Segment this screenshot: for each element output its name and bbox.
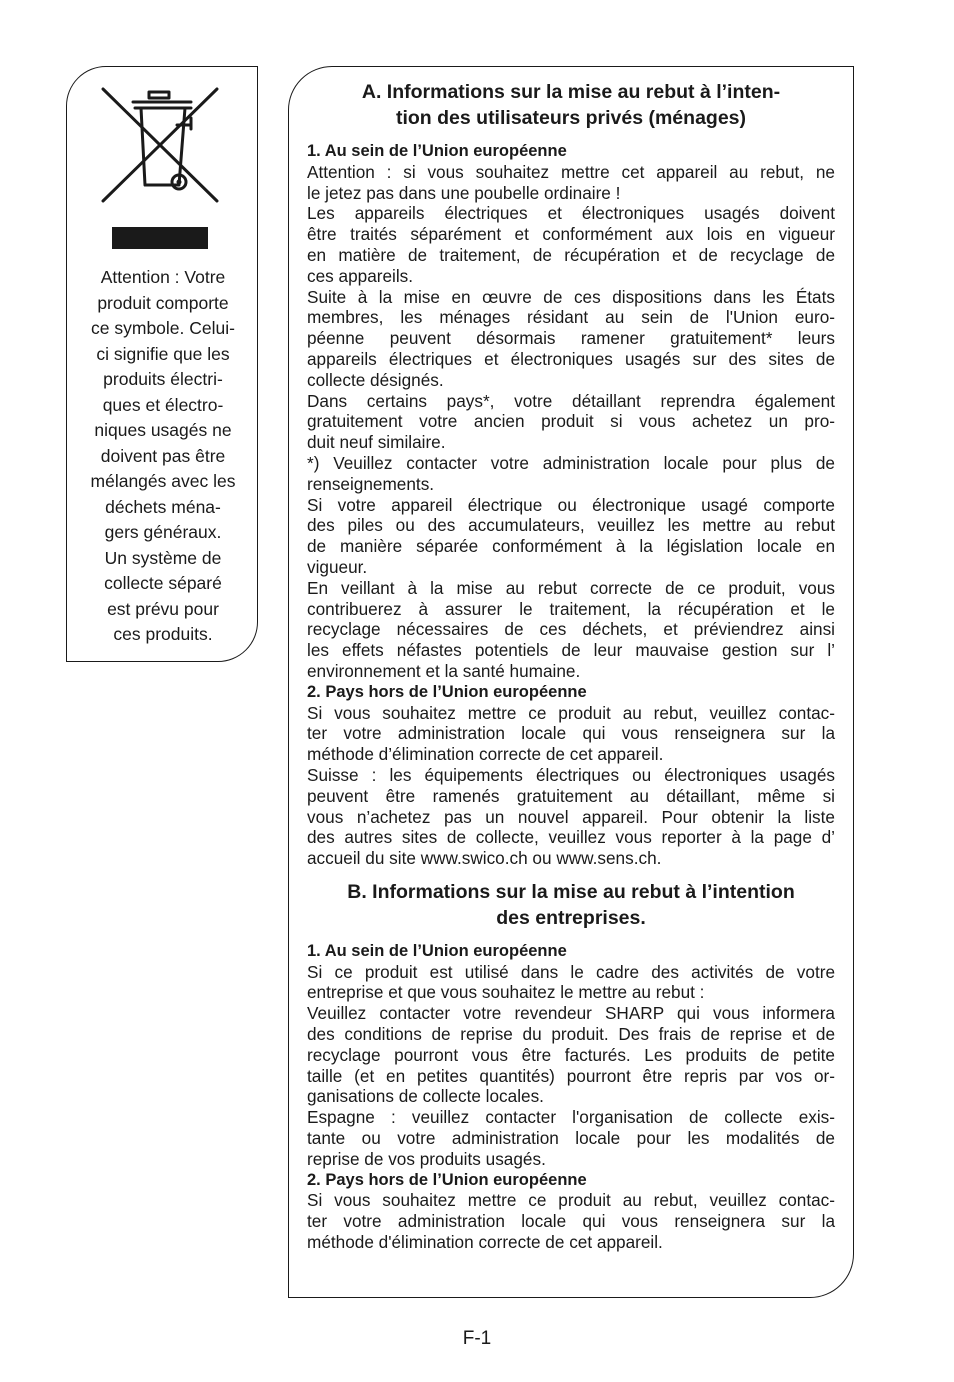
section-b-eu-heading: 1. Au sein de l’Union européenne [307, 941, 567, 960]
sidebar-text-line: est prévu pour [107, 598, 219, 619]
sidebar-text-line: collecte séparé [104, 573, 222, 593]
text-line: ces appareils. [307, 265, 414, 286]
section-b-title [307, 879, 835, 931]
text-line: membres, les ménages résidant au sein de l'Union euro- [307, 307, 835, 328]
text-line: ter votre administration locale qui vous renseignera sur la [307, 1211, 835, 1232]
text-line: méthode d’élimination correcte de cet appareil. [307, 744, 664, 765]
symbol-explanation [75, 265, 251, 648]
text-line: méthode d'élimination correcte de cet appareil. [307, 1232, 663, 1253]
section-a-noneu-heading: 2. Pays hors de l’Union européenne [307, 682, 587, 701]
text-line: *) Veuillez contacter votre administration locale pour plus de [307, 452, 835, 473]
text-line: entreprise et que vous souhaitez le mettre au rebut : [307, 982, 705, 1003]
section-a-title-line: A. Informations sur la mise au rebut à l’inten- [361, 81, 781, 103]
text-line: ter votre administration locale qui vous renseignera sur la [307, 723, 835, 744]
section-b-eu-text [307, 962, 835, 1170]
text-line: accueil du site www.swico.ch ou www.sens.ch. [307, 848, 662, 869]
text-line: gratuitement votre ancien produit si vous achetez un pro- [307, 411, 835, 432]
text-line: contribuerez à assurer le traitement, la récupération et le [307, 598, 835, 619]
sidebar-text-line: ce symbole. Celui- [91, 318, 235, 338]
text-line: être traités séparément et conformément aux lois en vigueur [307, 224, 835, 245]
section-b-title-line: B. Informations sur la mise au rebut à l’intention [347, 880, 795, 903]
text-line: recyclage pourront vous être facturés. Les produits de petite [307, 1044, 835, 1065]
sidebar-text-line: mélangés avec les [90, 471, 236, 491]
text-line: tante ou votre administration locale pour les modalités de [307, 1128, 835, 1149]
sidebar-text-line: Un système de [104, 547, 222, 568]
text-line: En veillant à la mise au rebut correcte de ce produit, vous [307, 577, 835, 598]
sidebar-text-line: Attention : Votre [100, 267, 226, 287]
disposal-information-box [288, 66, 854, 1298]
sidebar-text-line: ques et électro- [102, 394, 224, 415]
text-line: collecte désignés. [307, 369, 444, 390]
text-line: les effets néfastes potentiels de leur mauvaise gestion sur l’ [307, 640, 835, 661]
text-line: duit neuf similaire. [307, 432, 446, 453]
text-line: vous n’achetez pas un nouvel appareil. Pour obtenir la liste [307, 806, 835, 827]
sidebar-text-line: ci signifie que les [96, 343, 230, 364]
section-b-noneu-text [307, 1190, 835, 1252]
weee-symbol-box [66, 66, 258, 662]
section-a-title [307, 79, 835, 131]
text-line: taille (et en petites quantités) pourront être repris par vos or- [307, 1065, 835, 1086]
text-line: vigueur. [307, 556, 368, 577]
section-a-eu-heading: 1. Au sein de l’Union européenne [307, 142, 567, 160]
text-line: Si vous souhaitez mettre ce produit au rebut, veuillez contac- [307, 702, 835, 723]
text-line: des piles ou des accumulateurs, veuillez les mettre au rebut [307, 515, 835, 536]
text-line: Les appareils électriques et électroniques usagés doivent [307, 203, 835, 224]
section-a-eu-text [307, 162, 835, 682]
text-line: Suisse : les équipements électriques ou électroniques usagés [307, 764, 835, 785]
text-line: Si ce produit est utilisé dans le cadre des activités de votre [307, 961, 835, 982]
text-line: peuvent être ramenés gratuitement au détaillant, même si [307, 785, 835, 806]
section-b-noneu-heading: 2. Pays hors de l’Union européenne [307, 1170, 587, 1189]
crossed-out-wheelie-bin-icon [99, 85, 221, 207]
text-line: en matière de traitement, de récupération et de recyclage de [307, 244, 835, 265]
text-line: Attention : si vous souhaitez mettre cet appareil au rebut, ne [307, 161, 835, 182]
text-line: Espagne : veuillez contacter l'organisation de collecte exis- [307, 1107, 835, 1128]
text-line: reprise de vos produits usagés. [307, 1148, 546, 1169]
text-line: Si votre appareil électrique ou électronique usagé comporte [307, 494, 835, 515]
text-line: de manière séparée conformément à la législation locale en [307, 536, 835, 557]
sidebar-text-line: produits électri- [103, 369, 223, 389]
separate-collection-bar [112, 227, 208, 249]
section-b-title-line: des entreprises. [496, 906, 646, 929]
sidebar-text-line: produit comporte [97, 292, 229, 313]
text-line: appareils électriques et électroniques usagés sur des sites de [307, 348, 835, 369]
sidebar-text-line: niques usagés ne [94, 420, 232, 440]
sidebar-text-line: gers généraux. [104, 522, 222, 542]
text-line: Veuillez contacter votre revendeur SHARP qui vous informera [307, 1003, 835, 1024]
text-line: recyclage nécessaires de ces déchets, et préviendrez ainsi [307, 619, 835, 640]
sidebar-text-line: doivent pas être [100, 445, 226, 466]
sidebar-text-line: déchets ména- [105, 496, 221, 517]
text-line: environnement et la santé humaine. [307, 660, 581, 681]
sidebar-text-line: ces produits. [113, 624, 213, 644]
text-line: des autres sites de collecte, veuillez vous reporter à la page d’ [307, 827, 835, 848]
page-number: F-1 [462, 1328, 492, 1349]
text-line: renseignements. [307, 473, 435, 494]
text-line: le jetez pas dans une poubelle ordinaire ! [307, 182, 621, 203]
text-line: des conditions de reprise du produit. Des frais de reprise et de [307, 1024, 835, 1045]
text-line: Suite à la mise en œuvre de ces dispositions dans les États [307, 286, 835, 307]
text-line: ganisations de collecte locales. [307, 1086, 544, 1107]
text-line: péenne peuvent désormais ramener gratuitement* leurs [307, 328, 835, 349]
section-a-noneu-text [307, 703, 835, 869]
section-a-title-line: tion des utilisateurs privés (ménages) [395, 107, 747, 129]
text-line: Dans certains pays*, votre détaillant reprendra également [307, 390, 835, 411]
text-line: Si vous souhaitez mettre ce produit au rebut, veuillez contac- [307, 1190, 835, 1211]
